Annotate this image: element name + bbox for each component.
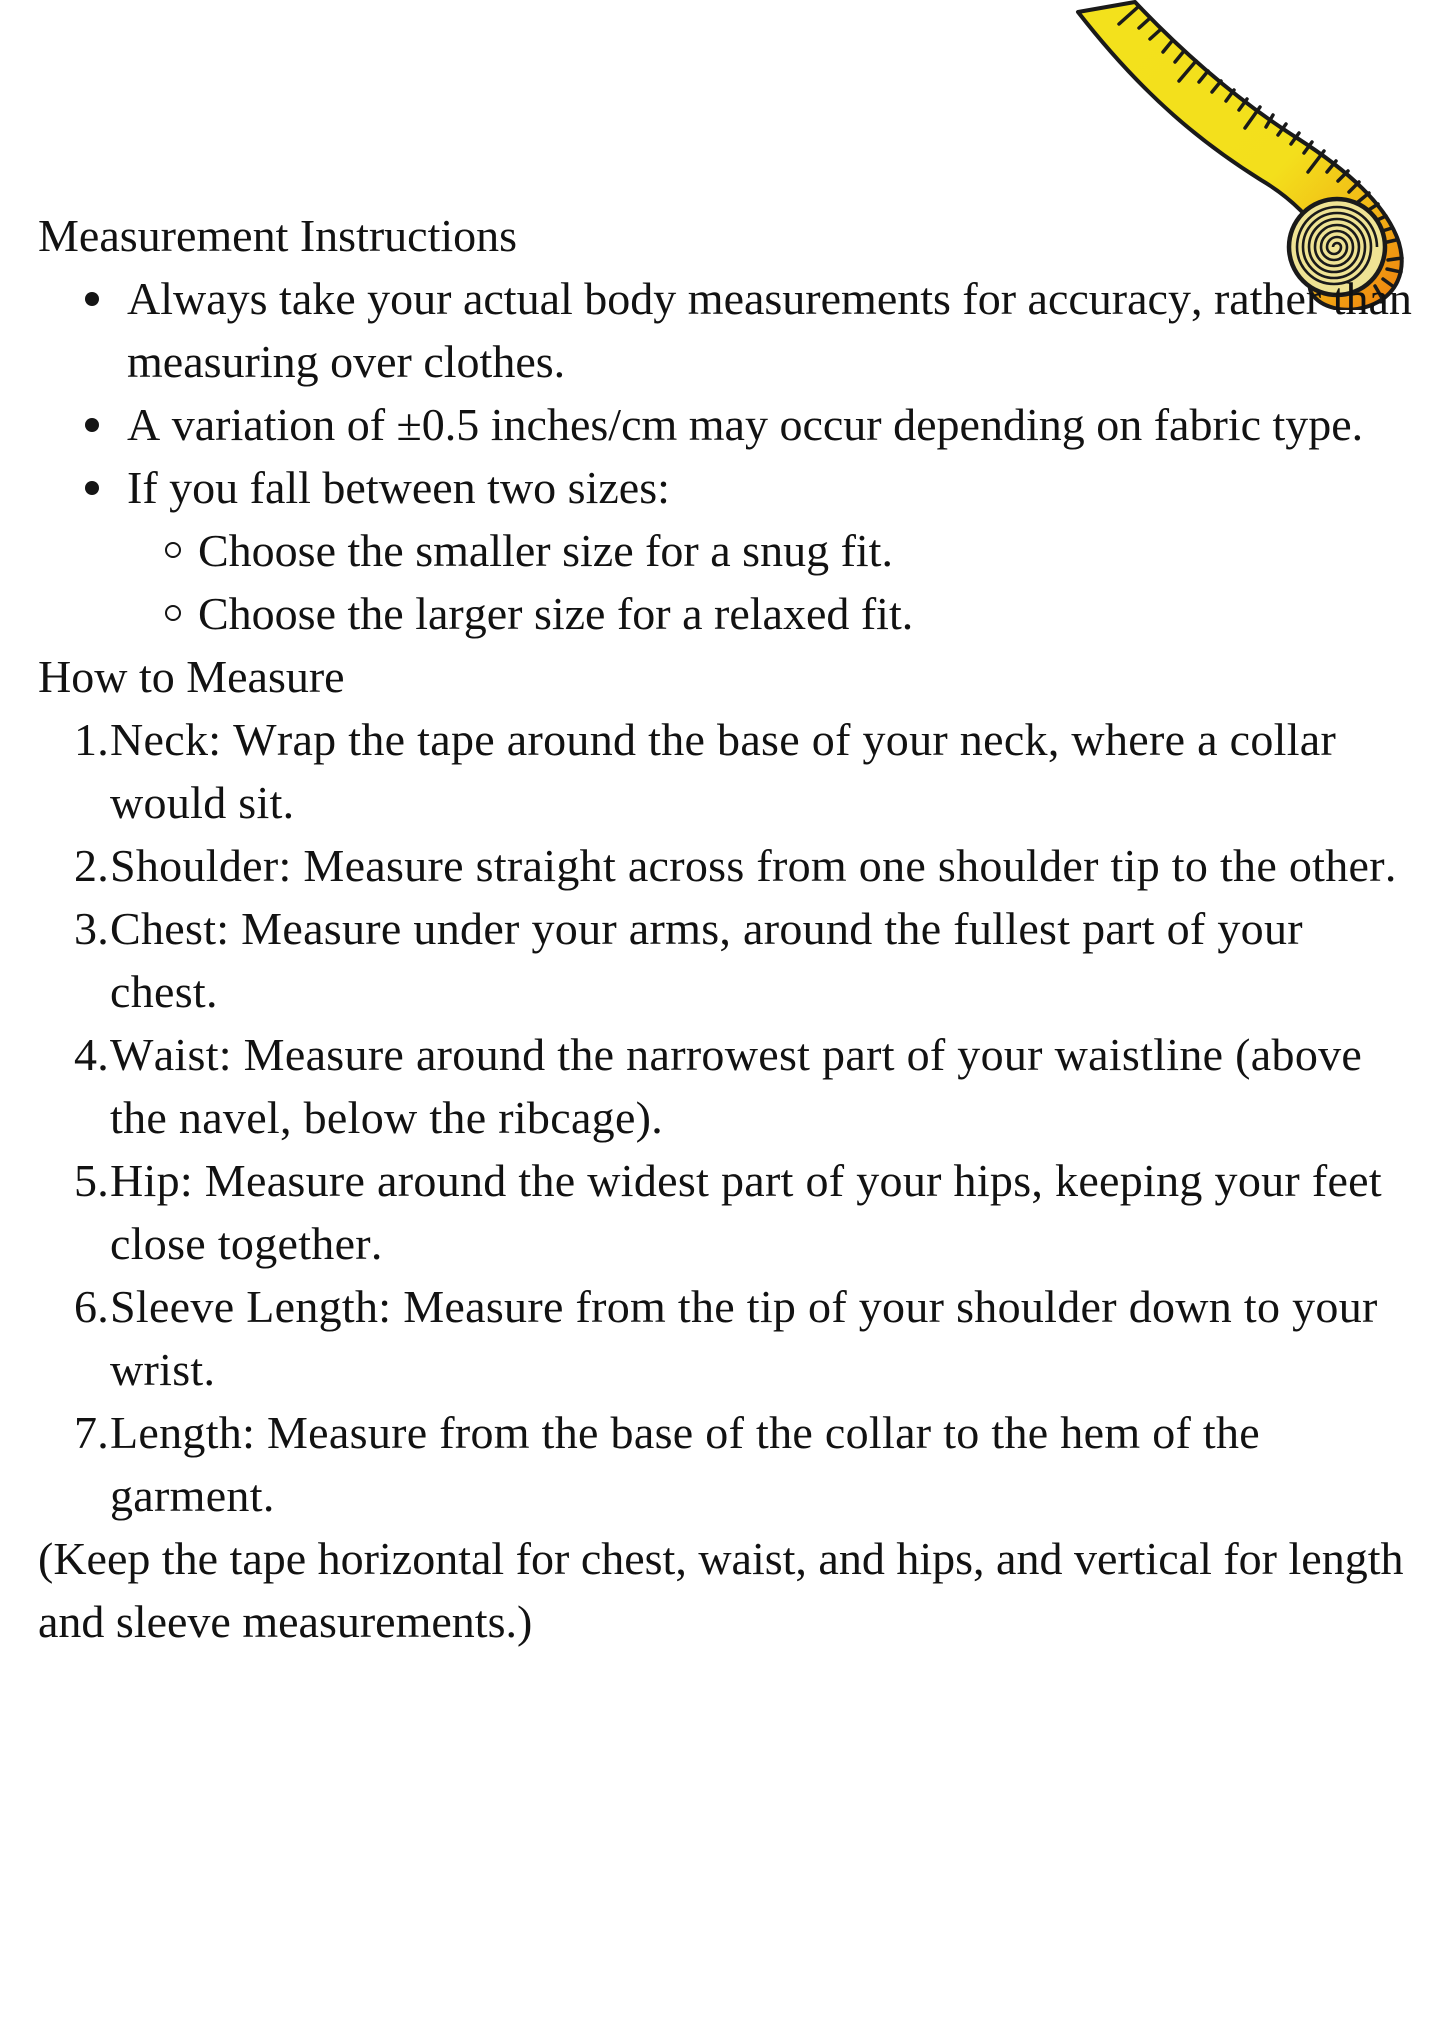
step-text: Chest: Measure under your arms, around the fullest part of your chest. [110,903,1303,1017]
list-item [38,1149,1418,1275]
circle-bullet-icon [165,542,181,558]
list-item [127,519,1418,582]
subtip-text: Choose the smaller size for a snug fit. [198,525,893,576]
step-number: 6. [74,1281,110,1332]
step-text: Shoulder: Measure straight across from one shoulder tip to the other. [110,840,1397,891]
size-choice-sublist [127,519,1418,645]
measurement-instructions-section [38,204,1418,1653]
tip-text: Always take your actual body measurements for accuracy, rather than measuring over clothes. [127,273,1412,387]
subtip-text: Choose the larger size for a relaxed fit. [198,588,914,639]
list-item [38,267,1418,393]
page-title: Measurement Instructions [38,210,518,261]
list-item [38,834,1418,897]
step-text: Waist: Measure around the narrowest part of your waistline (above the navel, below the ribcage). [110,1029,1363,1143]
step-number: 1. [74,714,110,765]
list-item [38,1275,1418,1401]
step-number: 2. [74,840,110,891]
tips-list [38,267,1418,645]
list-item [38,1401,1418,1527]
steps-list [38,708,1418,1527]
step-number: 3. [74,903,110,954]
bullet-icon [85,418,99,432]
list-item [38,1023,1418,1149]
circle-bullet-icon [165,605,181,621]
step-number: 5. [74,1155,110,1206]
step-text: Neck: Wrap the tape around the base of your neck, where a collar would sit. [110,714,1337,828]
step-text: Hip: Measure around the widest part of your hips, keeping your feet close together. [110,1155,1382,1269]
tip-text: A variation of ±0.5 inches/cm may occur depending on fabric type. [127,399,1364,450]
list-item [38,393,1418,456]
list-item [127,582,1418,645]
list-item [38,708,1418,834]
footnote: (Keep the tape horizontal for chest, waist, and hips, and vertical for length and sleeve measurements.) [38,1533,1404,1647]
list-item [38,897,1418,1023]
section-title: How to Measure [38,651,345,702]
step-number: 7. [74,1407,110,1458]
bullet-icon [85,481,99,495]
list-item [38,456,1418,645]
tip-text: If you fall between two sizes: [127,462,670,513]
bullet-icon [85,292,99,306]
step-text: Length: Measure from the base of the collar to the hem of the garment. [110,1407,1261,1521]
step-number: 4. [74,1029,110,1080]
step-text: Sleeve Length: Measure from the tip of your shoulder down to your wrist. [110,1281,1378,1395]
